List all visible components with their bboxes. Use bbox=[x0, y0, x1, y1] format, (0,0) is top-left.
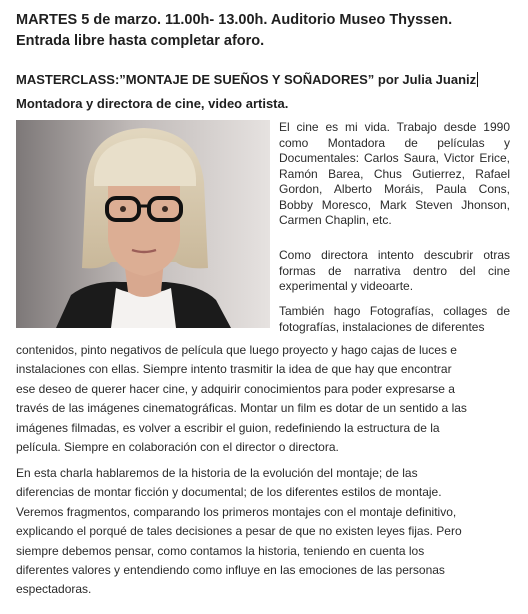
event-date-line: MARTES 5 de marzo. 11.00h- 13.00h. Auditorio Museo Thyssen. bbox=[16, 12, 453, 28]
text-line: diferencias de montar ficción y documental; de los diferentes estilos de montaje. bbox=[16, 485, 442, 500]
entry-info-line: Entrada libre hasta completar aforo. bbox=[16, 33, 265, 49]
text-line: Veremos fragmentos, comparando los primeros montajes con el montaje definitivo, bbox=[16, 504, 457, 519]
paragraph-career: El cine es mi vida. Trabajo desde 1990 como Montadora de películas y Documentales: Carlos Saura, Victor Erice, Ramón Barea, Chus Gutierrez, Rafael Gordon, Alberto Moráis, Paula Cons, Bobby Moresco, Mark Steven Jhonson, Carmen Chaplin, etc. bbox=[279, 120, 510, 227]
portrait-illustration bbox=[16, 120, 270, 328]
text-cursor bbox=[477, 72, 478, 87]
paragraph-director: Como directora intento descubrir otras formas de narrativa dentro del cine experimental y videoarte. bbox=[279, 248, 510, 293]
paragraph-photography bbox=[16, 341, 510, 457]
paragraph-talk-description bbox=[16, 464, 510, 600]
text-line: contenidos, pinto negativos de película que luego proyecto y hago cajas de luces e bbox=[16, 343, 457, 357]
text-line: En esta charla hablaremos de la historia de la evolución del montaje; de las bbox=[16, 466, 418, 480]
text-line: película. Siempre en colaboración con el director o directora. bbox=[16, 440, 339, 455]
paragraph-photography-intro: También hago Fotografías, collages de fotografías, instalaciones de diferentes bbox=[279, 304, 510, 334]
text-line: través de las imágenes cinematográficas. Montar un film es dotar de un sentido a las bbox=[16, 401, 467, 416]
masterclass-subtitle: Montadora y directora de cine, video artista. bbox=[16, 96, 289, 111]
text-line: espectadoras. bbox=[16, 582, 92, 597]
masterclass-title[interactable] bbox=[16, 72, 478, 87]
text-line: siempre debemos pensar, como contamos la historia, teniendo en cuenta los bbox=[16, 543, 425, 558]
text-line: instalaciones con ellas. Siempre intento trasmitir la idea de que hay que encontrar bbox=[16, 362, 452, 377]
masterclass-title-text: MASTERCLASS:”MONTAJE DE SUEÑOS Y SOÑADORES” por Julia Juaniz bbox=[16, 72, 477, 87]
text-line: diferentes valores y entendiendo como influye en las emociones de las personas bbox=[16, 563, 445, 578]
text-line: explicando el porqué de tales decisiones a pesar de que no existen leyes fijas. Pero bbox=[16, 524, 462, 539]
text-line: imágenes filmadas, es volver a escribir el guion, redefiniendo la estructura de la bbox=[16, 420, 440, 435]
portrait-photo bbox=[16, 120, 270, 328]
text-line: ese deseo de querer hacer cine, y adquirir conocimientos para poder expresarse a bbox=[16, 381, 455, 396]
